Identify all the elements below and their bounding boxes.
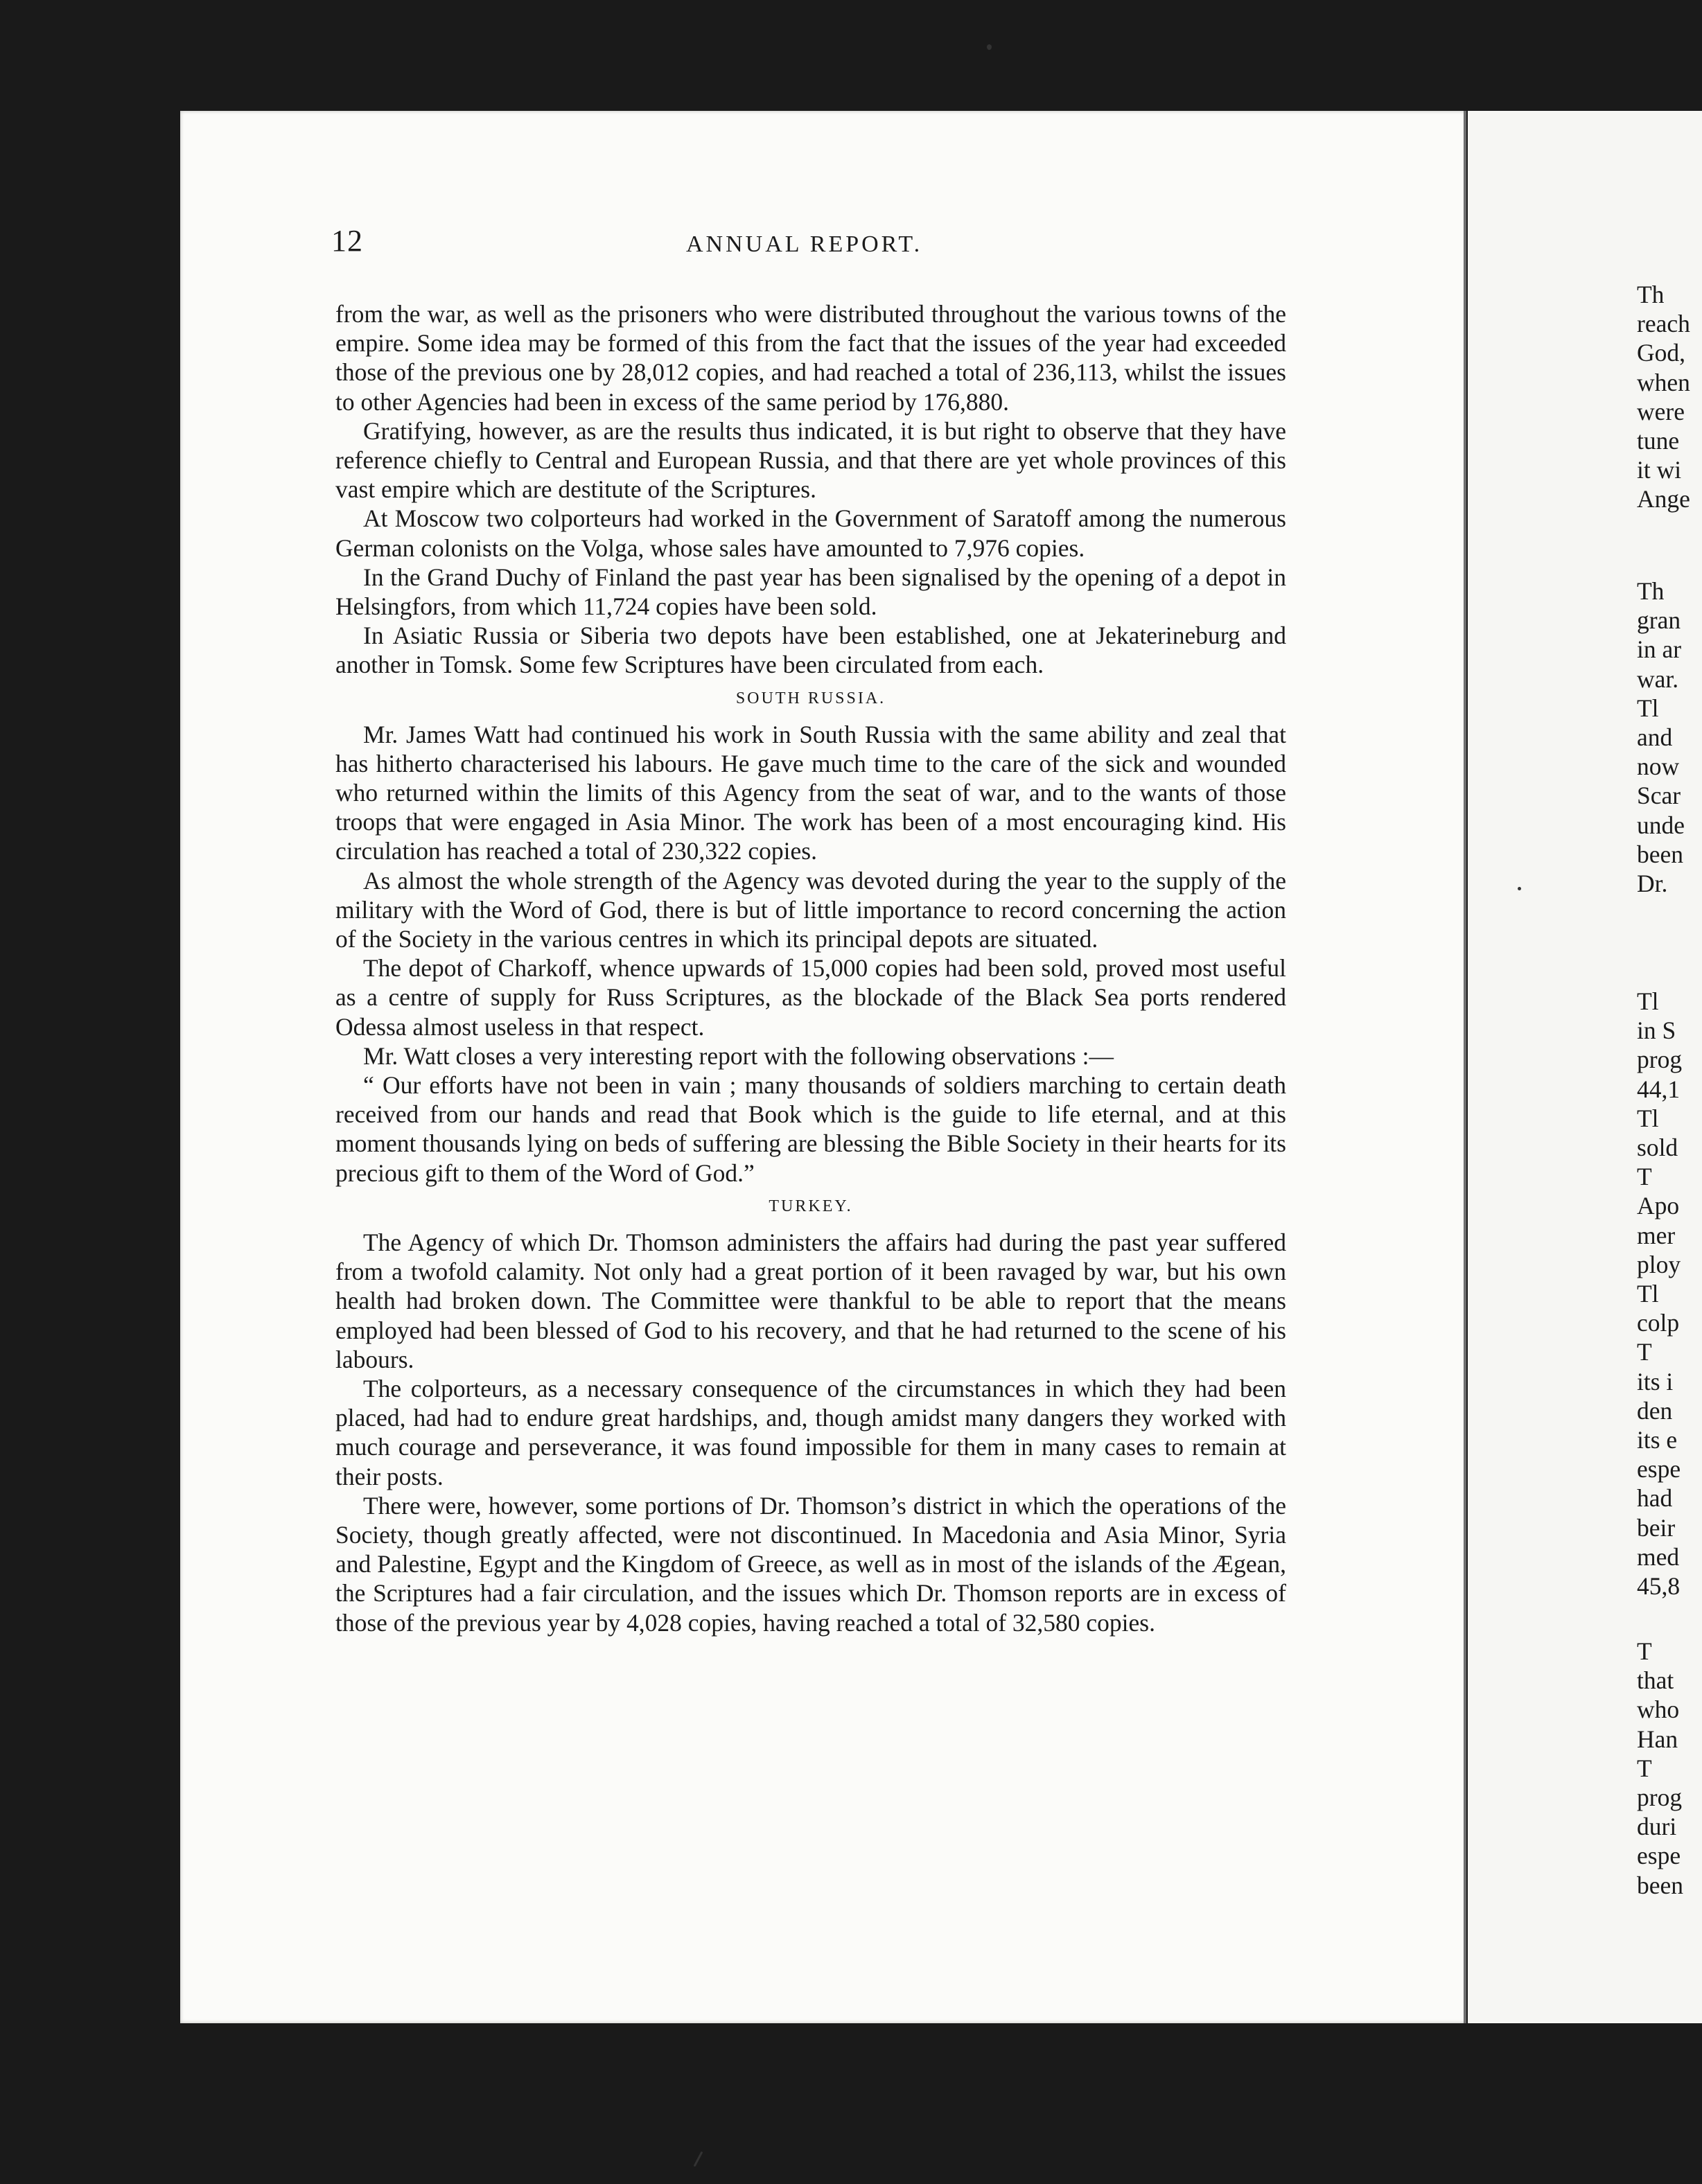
facing-page-line: were (1637, 397, 1685, 425)
paragraph: The depot of Charkoff, whence upwards of 15,000 copies had been sold, proved most useful as a centre of supply for Russ Scriptures, as the blockade of the Black Sea ports rendered Odessa almost useless in that respect. (335, 954, 1286, 1041)
facing-page-text-block-4 (1637, 1637, 1702, 1900)
facing-page-line: in ar (1637, 635, 1682, 664)
facing-page-line: med (1637, 1542, 1680, 1571)
paragraph: In Asiatic Russia or Siberia two depots have been established, one at Jekaterineburg and another in Tomsk. Some few Scriptures have been circulated from each. (335, 622, 1286, 679)
facing-page-line: sold (1637, 1134, 1678, 1162)
facing-page-line: colp (1637, 1309, 1680, 1337)
running-head: ANNUAL REPORT. (686, 231, 923, 257)
facing-page-line: Apo (1637, 1192, 1680, 1220)
facing-page-line: Tl (1637, 1104, 1659, 1132)
facing-page-line: Tl (1637, 987, 1659, 1015)
scan-speck (987, 44, 992, 50)
facing-page-line: God, (1637, 339, 1686, 367)
facing-page-line: when (1637, 368, 1690, 396)
page-number: 12 (331, 224, 363, 258)
facing-page-line: gran (1637, 606, 1681, 635)
facing-page-line: tune (1637, 427, 1680, 455)
facing-page-line: beir (1637, 1513, 1676, 1542)
section-heading-south-russia: SOUTH RUSSIA. (735, 689, 886, 707)
paragraph: The colporteurs, as a necessary consequence of the circumstances in which they had been placed, had had to endure great hardships, and, though amidst many dangers they worked with much courage and perseverance, it was found impossible for them in many cases to remain at their posts. (335, 1374, 1286, 1490)
facing-page-line: its e (1637, 1426, 1678, 1454)
paragraph: from the war, as well as the prisoners who were distributed throughout the various towns of the empire. Some idea may be formed of this from the fact that the issues of the year had exceeded those of the previous one by 28,012 copies, and had reached a total of 236,113, whilst the issues to other Agencies had been in excess of the same period by 176,880. (335, 300, 1286, 416)
paragraph: Mr. James Watt had continued his work in South Russia with the same ability and zeal that has hitherto characterised his labours. He gave much time to the care of the sick and wounded who returned within the limits of this Agency from the seat of war, and to the wants of those troops that were engaged in Asia Minor. The work has been of a most encouraging kind. His circulation has reached a total of 230,322 copies. (335, 720, 1286, 865)
facing-page-line: Tl (1637, 694, 1659, 722)
facing-page-line: espe (1637, 1842, 1681, 1870)
facing-page-line: Th (1637, 577, 1665, 605)
paragraph: At Moscow two colporteurs had worked in the Government of Saratoff among the numerous German colonists on the Volga, whose sales have amounted to 7,976 copies. (335, 504, 1286, 562)
facing-page-line: Ange (1637, 485, 1690, 513)
facing-page-text-block-3 (1637, 987, 1702, 1601)
facing-page-line: Han (1637, 1725, 1678, 1753)
facing-page-line: T (1637, 1637, 1652, 1665)
facing-page-line: who (1637, 1696, 1680, 1724)
paragraph: Gratifying, however, as are the results thus indicated, it is but right to observe that they have reference chiefly to Central and European Russia, and that there are yet whole provinces of this vast empire which are destitute of the Scriptures. (335, 416, 1286, 504)
facing-page-line: Scar (1637, 782, 1681, 810)
quotation-paragraph: “ Our efforts have not been in vain ; many thousands of soldiers marching to certain death received from our hands and read that Book which is the guide to life eternal, and at this moment thousands lying on beds of suffering are blessing the Bible Society in their hearts for its precious gift to them of the Word of God.” (335, 1071, 1286, 1187)
paragraph: Mr. Watt closes a very interesting report with the following observations :— (363, 1041, 1114, 1070)
facing-page-line: been (1637, 840, 1684, 868)
facing-page-line: had (1637, 1484, 1673, 1513)
facing-page-line: it wi (1637, 456, 1682, 484)
facing-page-line: prog (1637, 1046, 1683, 1074)
facing-page-line: mer (1637, 1221, 1676, 1249)
facing-page-line: unde (1637, 811, 1685, 839)
facing-page-line: T (1637, 1338, 1652, 1366)
facing-page-text-block-1 (1637, 280, 1702, 514)
paragraph: In the Grand Duchy of Finland the past year has been signalised by the opening of a depot in Helsingfors, from which 11,724 copies have been sold. (335, 563, 1286, 621)
facing-page-line: reach (1637, 310, 1690, 338)
scan-mark (694, 2151, 703, 2167)
paragraph: There were, however, some portions of Dr. Thomson’s district in which the operations of the Society, though greatly affected, were not discontinued. In Macedonia and Asia Minor, Syria and Palestine, Egypt and the Kingdom of Greece, as well as in most of the islands of the Ægean, the Scriptures had a fair circulation, and the issues which Dr. Thomson reports are in excess of those of the previous year by 4,028 copies, having reached a total of 32,580 copies. (335, 1491, 1286, 1637)
facing-page-line: Dr. (1637, 870, 1668, 898)
facing-page-line: that (1637, 1666, 1674, 1695)
body-text (335, 299, 1286, 1637)
facing-page-line: Tl (1637, 1280, 1659, 1308)
facing-page-line: prog (1637, 1784, 1683, 1812)
page-gutter (1464, 111, 1466, 2023)
facing-page-text-block-2 (1637, 576, 1702, 898)
facing-page-line: T (1637, 1163, 1652, 1191)
facing-page-line: 45,8 (1637, 1572, 1681, 1601)
facing-page-line: its i (1637, 1367, 1674, 1395)
facing-page-line: T (1637, 1754, 1652, 1782)
facing-page-line: espe (1637, 1455, 1681, 1483)
facing-page-line: been (1637, 1871, 1684, 1899)
scan-speck (1518, 887, 1521, 890)
facing-page-line: den (1637, 1396, 1673, 1425)
facing-page-line: now (1637, 752, 1680, 781)
facing-page-line: ploy (1637, 1250, 1681, 1278)
paragraph: As almost the whole strength of the Agency was devoted during the year to the supply of the military with the Word of God, there is but of little importance to record concerning the action of the Society in the various centres in which its principal depots are situated. (335, 866, 1286, 953)
facing-page-line: 44,1 (1637, 1075, 1681, 1103)
facing-page-line: duri (1637, 1813, 1677, 1841)
facing-page-line: in S (1637, 1016, 1676, 1045)
facing-page-line: and (1637, 723, 1673, 752)
facing-page-line: war. (1637, 664, 1679, 693)
facing-page-line: Th (1637, 281, 1665, 308)
paragraph: The Agency of which Dr. Thomson administers the affairs had during the past year suffered from a twofold calamity. Not only had a great portion of it been ravaged by war, but his own health had broken down. The Committee were thankful to be able to report that the means employed had been blessed of God to his recovery, and that he had returned to the scene of his labours. (335, 1228, 1286, 1373)
section-heading-turkey: TURKEY. (769, 1197, 853, 1215)
